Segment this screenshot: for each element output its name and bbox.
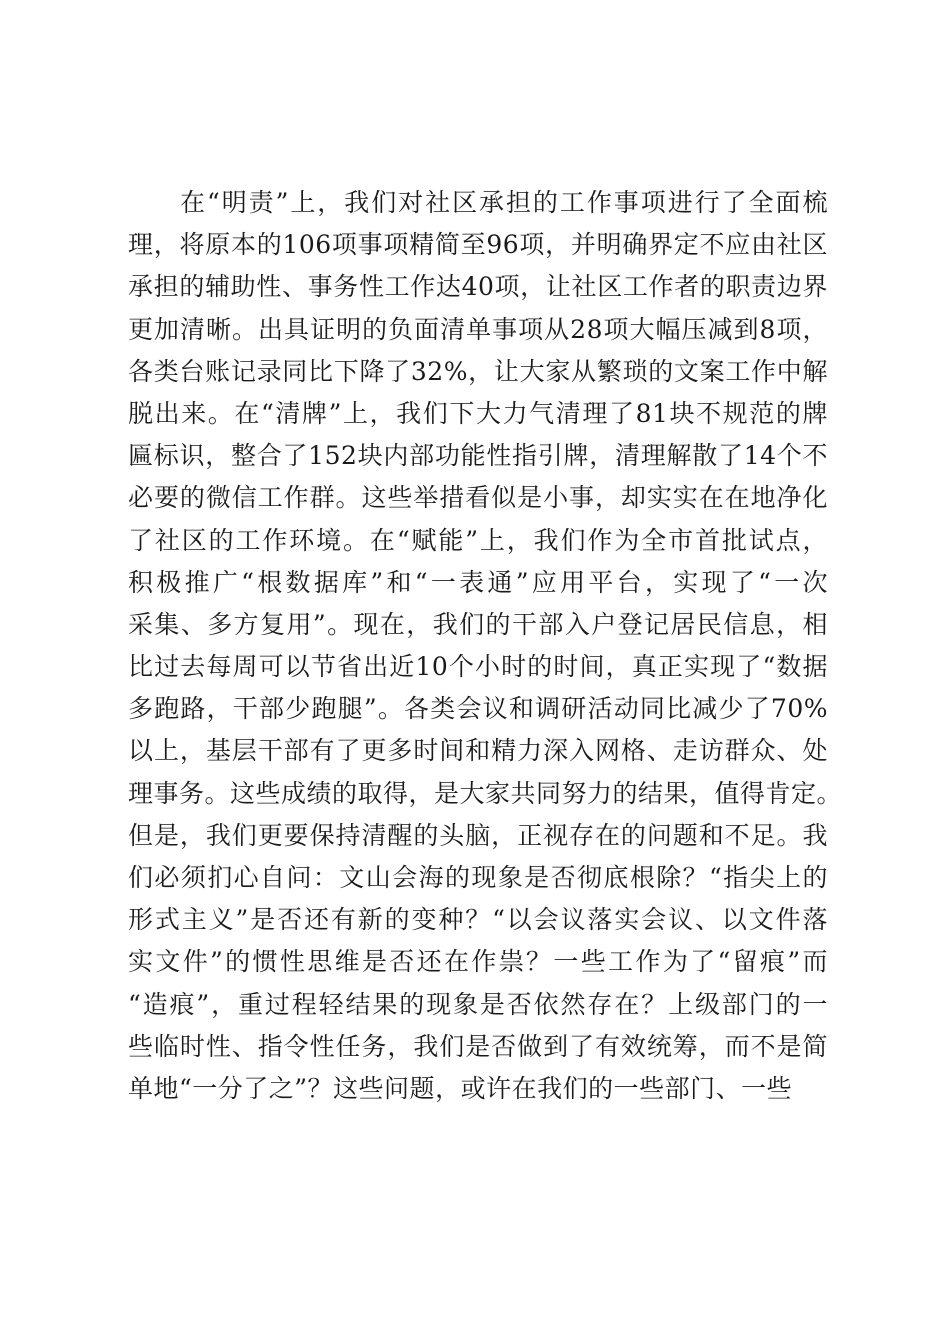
paragraph [128, 182, 843, 1110]
text-line: 单地“一分了之”？这些问题，或许在我们的一些部门、一些 [128, 1073, 793, 1103]
text-line: 积极推广“根数据库”和“一表通”应用平台，实现了“一次 [128, 567, 828, 597]
text-line: 匾标识，整合了152块内部功能性指引牌，清理解散了14个不 [128, 441, 828, 471]
text-line: 承担的辅助性、事务性工作达40项，让社区工作者的职责边界 [128, 272, 828, 302]
text-line: 比过去每周可以节省出近10个小时的时间，真正实现了“数据 [128, 652, 828, 682]
text-line: 们必须扪心自问：文山会海的现象是否彻底根除？“指尖上的 [128, 863, 828, 892]
text-line: 理，将原本的106项事项精简至96项，并明确界定不应由社区 [128, 230, 828, 260]
text-line: 以上，基层干部有了更多时间和精力深入网格、走访群众、处 [128, 736, 828, 766]
text-line: 更加清晰。出具证明的负面清单事项从28项大幅压减到8项， [128, 314, 828, 344]
text-line: 多跑路，干部少跑腿”。各类会议和调研活动同比减少了70% [128, 694, 828, 724]
text-line: 脱出来。在“清牌”上，我们下大力气清理了81块不规范的牌 [128, 398, 828, 428]
text-line: 在“明责”上，我们对社区承担的工作事项进行了全面梳 [180, 188, 828, 217]
text-line: 形式主义”是否还有新的变种？“以会议落实会议、以文件落 [128, 905, 828, 935]
text-line: 采集、多方复用”。现在，我们的干部入户登记居民信息，相 [128, 609, 828, 639]
text-line: “造痕”，重过程轻结果的现象是否依然存在？上级部门的一 [128, 989, 828, 1019]
text-line: 了社区的工作环境。在“赋能”上，我们作为全市首批试点， [128, 525, 828, 555]
text-line: 必要的微信工作群。这些举措看似是小事，却实实在在地净化 [128, 483, 828, 513]
text-line: 各类台账记录同比下降了32%，让大家从繁琐的文案工作中解 [128, 356, 828, 386]
text-line: 理事务。这些成绩的取得，是大家共同努力的结果，值得肯定。 [128, 778, 843, 808]
text-line: 但是，我们更要保持清醒的头脑，正视存在的问题和不足。我 [128, 820, 828, 850]
text-line: 实文件”的惯性思维是否还在作祟？一些工作为了“留痕”而 [128, 947, 828, 977]
text-line: 些临时性、指令性任务，我们是否做到了有效统筹，而不是简 [128, 1031, 828, 1061]
